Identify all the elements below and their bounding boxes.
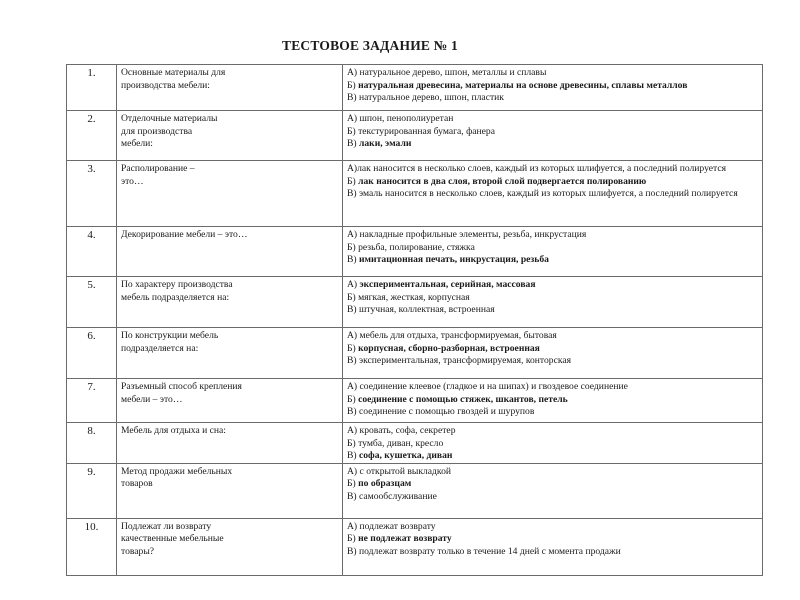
answer-letter: Б): [347, 175, 359, 187]
table-row: [67, 65, 763, 111]
answers-cell: [343, 463, 763, 518]
answer-option: [347, 113, 758, 126]
answer-letter: Б): [347, 79, 359, 91]
answer-letter: Б): [347, 533, 359, 545]
question-cell: [117, 111, 343, 161]
question-text-line: Отделочные материалы: [121, 113, 218, 124]
answer-option: [347, 163, 758, 176]
question-text-line: качественные мебельные: [121, 533, 224, 545]
correct-answer-text: экспериментальная, серийная, массовая: [359, 279, 536, 290]
answer-letter: Б): [347, 125, 359, 137]
answer-letter: А): [347, 465, 360, 477]
answer-option: [347, 229, 758, 242]
table-row: [67, 161, 763, 227]
answer-letter: В): [347, 254, 359, 266]
table-row: [67, 423, 763, 464]
answer-letter: А): [347, 229, 360, 240]
answer-letter: В): [347, 304, 359, 316]
question-number: 1.: [67, 65, 117, 111]
question-text-line: Метод продажи мебельных: [121, 465, 233, 477]
question-text-line: Мебель для отдыха и сна:: [121, 425, 226, 436]
answer-option: [347, 292, 758, 305]
answer-text: самообслуживание: [359, 490, 437, 502]
answers-cell: [343, 277, 763, 328]
answer-text: подлежат возврату только в течение 14 дней с момента продажи: [359, 545, 621, 557]
answer-letter: А): [347, 113, 360, 124]
answers-cell: [343, 518, 763, 575]
question-text-line: По конструкции мебель: [121, 330, 219, 341]
answer-letter: В): [347, 188, 359, 200]
question-text-line: Основные материалы для: [121, 67, 226, 78]
table-row: [67, 111, 763, 161]
question-cell: [117, 277, 343, 328]
answer-option: [347, 92, 758, 105]
answer-option: [347, 138, 758, 151]
answer-option: [347, 279, 758, 292]
answer-option: [347, 254, 758, 267]
question-text-line: Разъемный способ крепления: [121, 381, 242, 392]
answer-letter: Б): [347, 393, 359, 405]
answer-text: эмаль наносится в несколько слоев, каждый из которых шлифуется, а последний полируется: [359, 188, 738, 200]
correct-answer-text: корпусная, сборно-разборная, встроенная: [358, 342, 540, 354]
answer-text: резьба, полирование, стяжка: [358, 241, 475, 253]
answer-option: [347, 355, 758, 368]
answers-cell: [343, 227, 763, 277]
answer-letter: В): [347, 490, 359, 502]
answer-text: соединение клеевое (гладкое и на шипах) и гвоздевое соединение: [359, 381, 628, 392]
answer-letter: А): [347, 163, 358, 174]
question-cell: [117, 65, 343, 111]
answer-text: шпон, пенополиуретан: [359, 113, 454, 124]
question-text-line: товары?: [121, 545, 155, 557]
answer-letter: Б): [347, 241, 359, 253]
answers-cell: [343, 379, 763, 423]
answer-text: с открытой выкладкой: [359, 465, 452, 477]
question-number: 10.: [67, 518, 117, 575]
answer-letter: А): [347, 67, 360, 78]
answer-text: лак наносится в несколько слоев, каждый из которых шлифуется, а последний полируется: [357, 163, 727, 174]
answer-letter: В): [347, 355, 359, 367]
table-row: [67, 328, 763, 379]
question-number: 4.: [67, 227, 117, 277]
question-cell: [117, 227, 343, 277]
answer-letter: А): [347, 520, 360, 532]
page-title: ТЕСТОВОЕ ЗАДАНИЕ № 1: [282, 38, 458, 53]
question-cell: [117, 463, 343, 518]
question-text-line: производства мебели:: [121, 79, 210, 91]
question-text-line: Располирование –: [121, 163, 195, 174]
test-table-body: [67, 65, 763, 576]
question-cell: [117, 328, 343, 379]
question-cell: [117, 518, 343, 575]
question-number: 2.: [67, 111, 117, 161]
answer-option: [347, 343, 758, 356]
correct-answer-text: натуральная древесина, материалы на основе древесины, сплавы металлов: [358, 79, 688, 91]
correct-answer-text: лаки, эмали: [359, 138, 412, 150]
answer-letter: В): [347, 450, 359, 462]
answer-letter: А): [347, 425, 360, 436]
correct-answer-text: софа, кушетка, диван: [359, 450, 453, 462]
answer-text: штучная, коллектная, встроенная: [359, 304, 495, 316]
correct-answer-text: по образцам: [358, 478, 412, 490]
question-text-line: для производства: [121, 125, 193, 137]
answer-option: [347, 425, 758, 438]
answer-option: [347, 304, 758, 317]
question-text-line: это…: [121, 175, 144, 187]
answer-text: натуральное дерево, шпон, металлы и сплавы: [359, 67, 547, 78]
question-text-line: подразделяется на:: [121, 342, 199, 354]
answer-option: [347, 466, 758, 479]
answer-option: [347, 242, 758, 255]
answer-letter: В): [347, 92, 359, 104]
question-number: 3.: [67, 161, 117, 227]
answer-letter: Б): [347, 342, 359, 354]
answer-option: [347, 126, 758, 139]
answer-option: [347, 521, 758, 534]
question-text-line: мебели – это…: [121, 393, 183, 405]
table-row: [67, 277, 763, 328]
question-text-line: мебели:: [121, 138, 153, 150]
answer-option: [347, 491, 758, 504]
question-cell: [117, 379, 343, 423]
answer-text: накладные профильные элементы, резьба, инкрустация: [359, 229, 587, 240]
question-number: 9.: [67, 463, 117, 518]
table-row: [67, 379, 763, 423]
question-text-line: Декорирование мебели – это…: [121, 229, 248, 240]
answers-cell: [343, 111, 763, 161]
question-number: 6.: [67, 328, 117, 379]
question-text-line: мебель подразделяется на:: [121, 291, 230, 303]
question-number: 7.: [67, 379, 117, 423]
answer-option: [347, 450, 758, 463]
answer-letter: А): [347, 330, 360, 341]
answer-option: [347, 533, 758, 546]
question-number: 8.: [67, 423, 117, 464]
answer-option: [347, 330, 758, 343]
answers-cell: [343, 65, 763, 111]
test-table: [66, 64, 763, 576]
question-cell: [117, 423, 343, 464]
table-row: [67, 518, 763, 575]
answer-text: кровать, софа, секретер: [359, 425, 456, 436]
answers-cell: [343, 161, 763, 227]
answer-text: текстурированная бумага, фанера: [358, 125, 495, 137]
answer-option: [347, 394, 758, 407]
answer-text: соединение с помощью гвоздей и шурупов: [359, 406, 535, 418]
table-row: [67, 463, 763, 518]
answer-text: натуральное дерево, шпон, пластик: [359, 92, 504, 104]
answer-option: [347, 381, 758, 394]
answer-text: экспериментальная, трансформируемая, конторская: [359, 355, 572, 367]
answer-option: [347, 67, 758, 80]
answer-text: мягкая, жесткая, корпусная: [358, 291, 470, 303]
answer-letter: В): [347, 138, 359, 150]
correct-answer-text: соединение с помощью стяжек, шкантов, петель: [358, 393, 568, 405]
correct-answer-text: не подлежат возврату: [358, 533, 452, 545]
table-row: [67, 227, 763, 277]
answer-option: [347, 546, 758, 559]
answer-text: мебель для отдыха, трансформируемая, бытовая: [359, 330, 557, 341]
answer-text: тумба, диван, кресло: [358, 437, 444, 449]
question-text-line: По характеру производства: [121, 279, 233, 290]
answer-letter: В): [347, 545, 359, 557]
answer-option: [347, 406, 758, 419]
question-text-line: Подлежат ли возврату: [121, 520, 212, 532]
answers-cell: [343, 423, 763, 464]
answer-letter: Б): [347, 437, 359, 449]
answer-letter: А): [347, 381, 360, 392]
answers-cell: [343, 328, 763, 379]
answer-option: [347, 188, 758, 201]
answer-option: [347, 438, 758, 451]
answer-option: [347, 478, 758, 491]
answer-text: подлежат возврату: [359, 520, 436, 532]
correct-answer-text: лак наносится в два слоя, второй слой подвергается полированию: [358, 175, 647, 187]
answer-letter: В): [347, 406, 359, 418]
question-cell: [117, 161, 343, 227]
correct-answer-text: имитационная печать, инкрустация, резьба: [359, 254, 549, 266]
answer-letter: Б): [347, 291, 359, 303]
question-text-line: товаров: [121, 478, 153, 490]
answer-letter: А): [347, 279, 360, 290]
answer-option: [347, 80, 758, 93]
question-number: 5.: [67, 277, 117, 328]
answer-option: [347, 176, 758, 189]
answer-letter: Б): [347, 478, 359, 490]
